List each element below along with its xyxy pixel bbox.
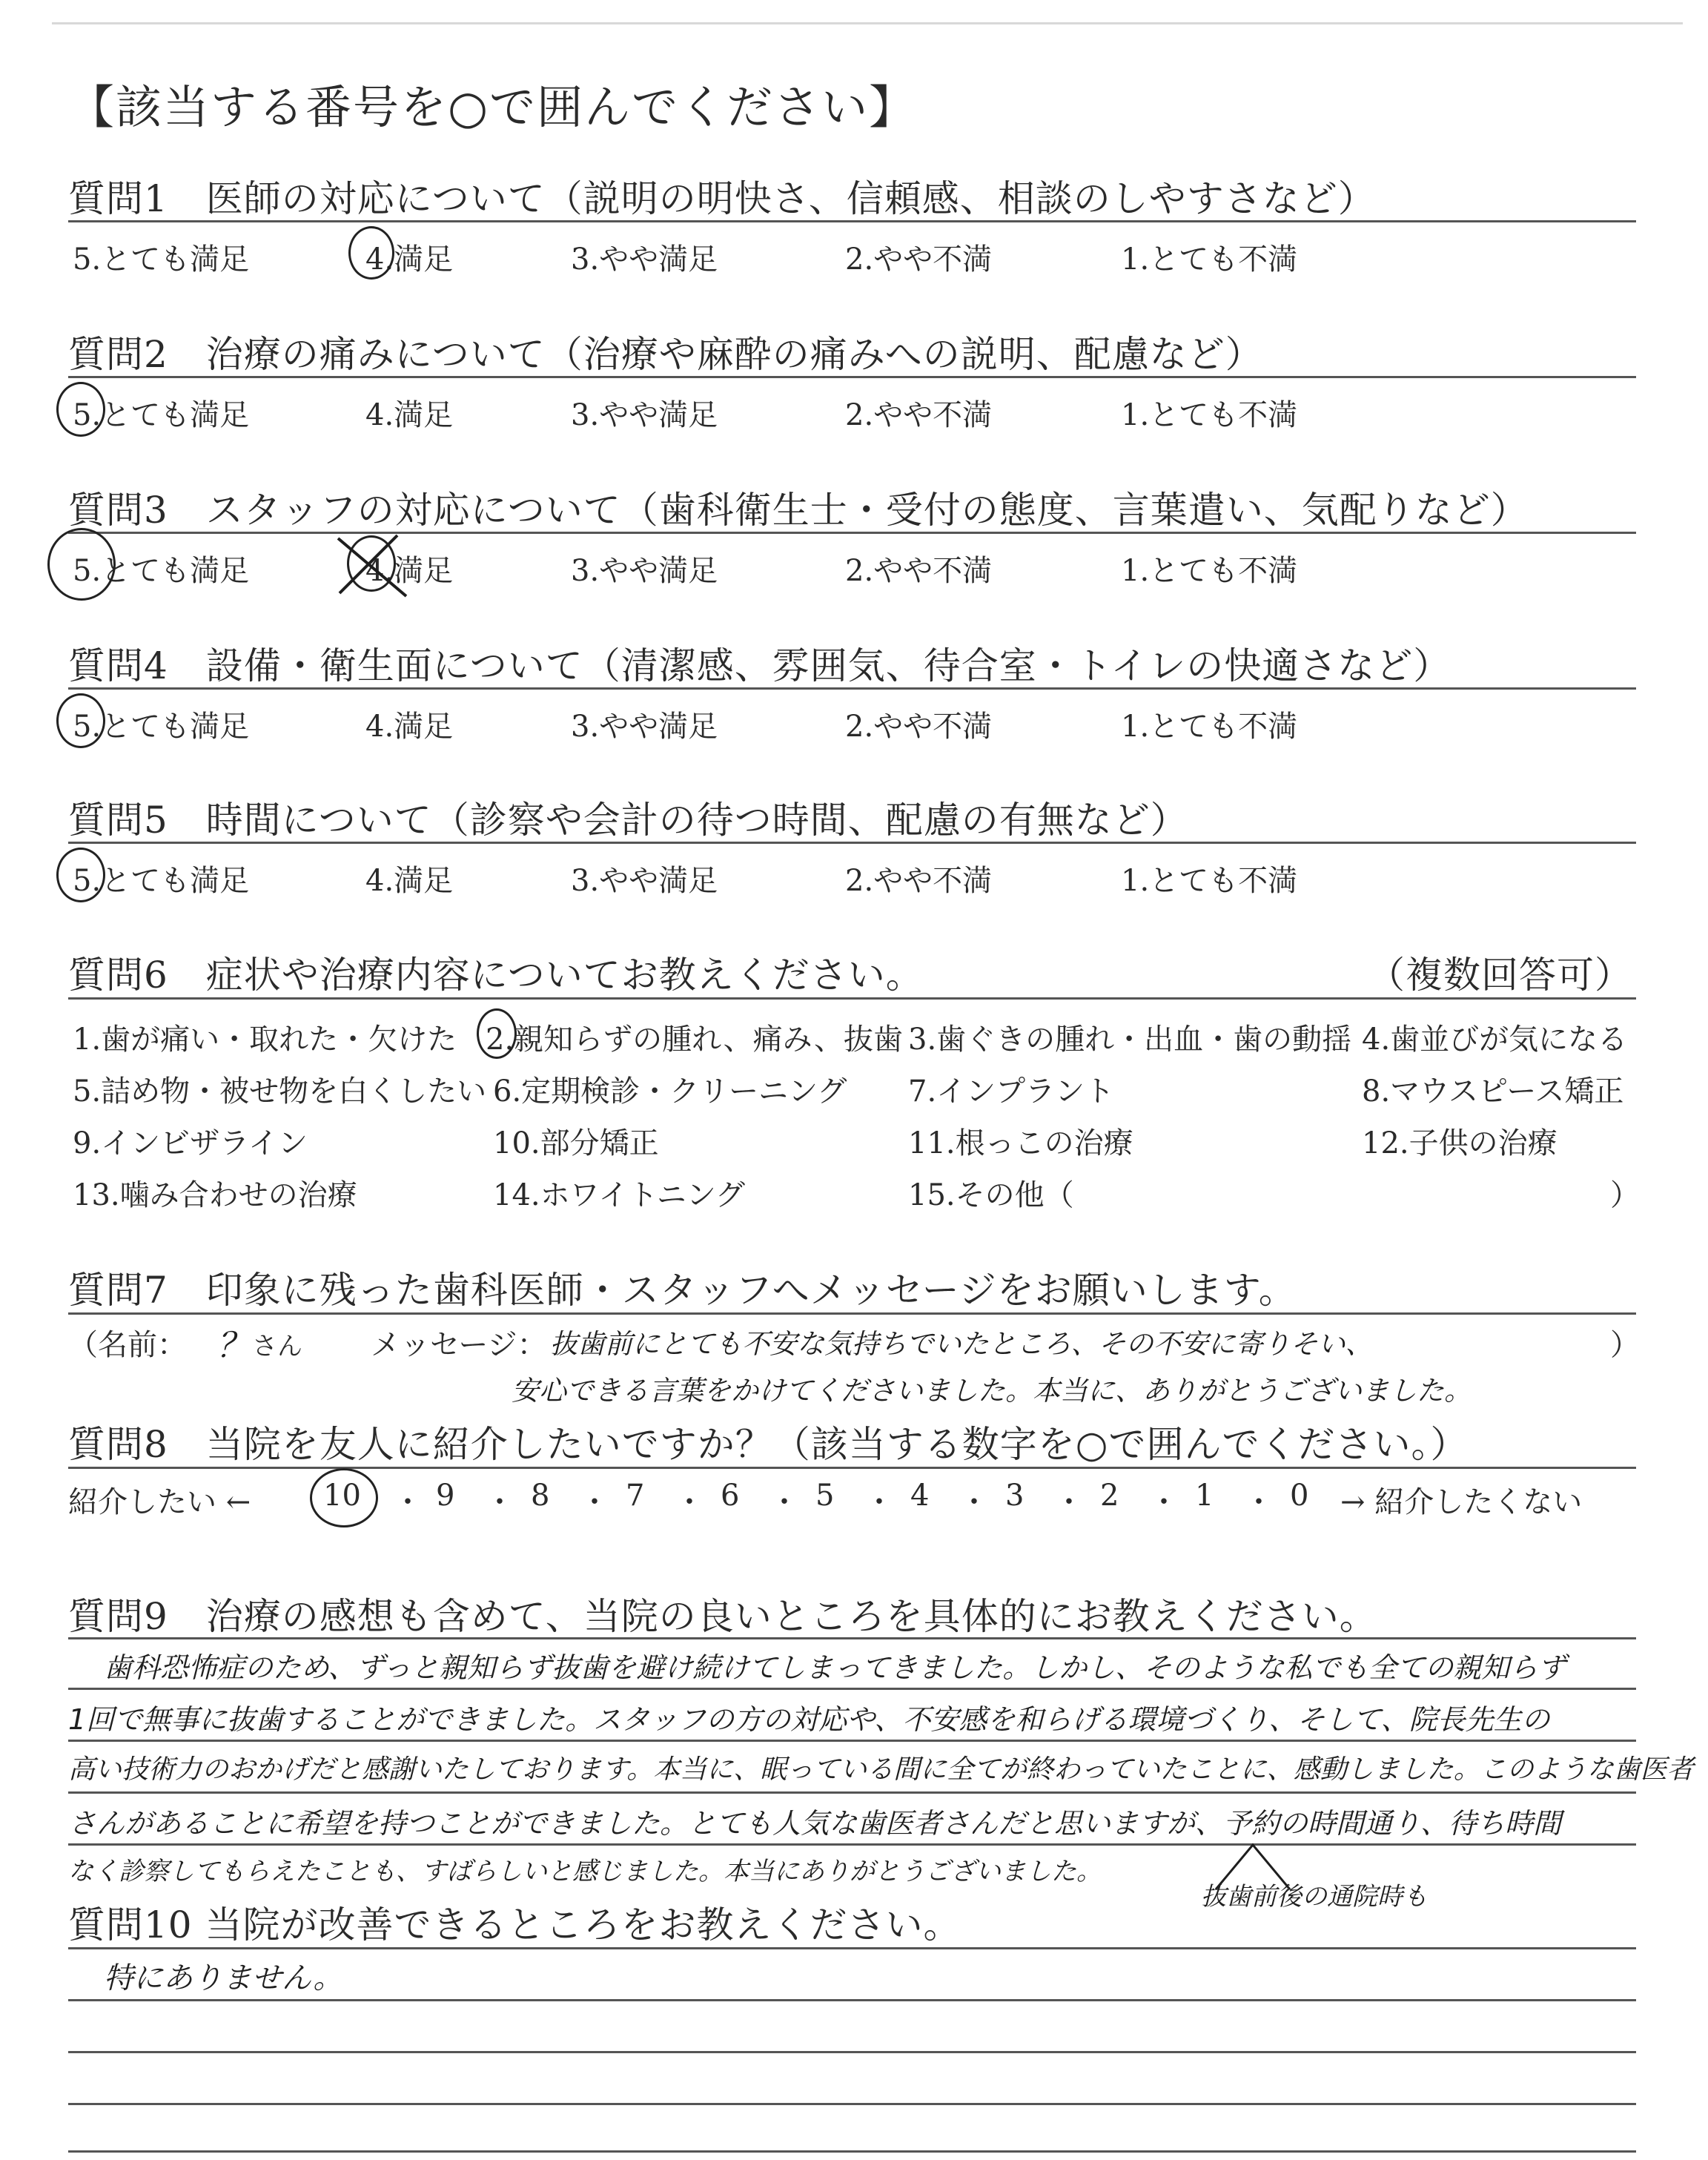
q9-answer-line-5[interactable]: なく診察してもらえたことも、すばらしいと感じました。本当にありがとうございました。 <box>68 1857 1102 1886</box>
q7-name-label: （名前： <box>68 1328 187 1362</box>
q9-insertion-note[interactable]: 抜歯前後の通院時も <box>1201 1882 1428 1912</box>
q3-option-4[interactable]: 4.満足 <box>365 554 454 588</box>
q5-option-4[interactable]: 4.満足 <box>365 864 454 898</box>
insertion-caret <box>1216 1845 1290 1889</box>
q8-scale-6[interactable]: 6 <box>721 1479 740 1513</box>
q9-answer-line-3[interactable]: 高い技術力のおかげだと感謝いたしております。本当に、眠っている間に全てが終わっていたことに、感動しました。このような歯医者 <box>68 1754 1694 1785</box>
q8-scale-5[interactable]: 5 <box>815 1479 835 1513</box>
scale-dot: ・ <box>580 1485 609 1519</box>
q3-option-2[interactable]: 2.やや不満 <box>845 554 993 588</box>
scale-dot: ・ <box>1149 1485 1179 1519</box>
cross-out-stroke <box>338 538 406 596</box>
question-5-title: 質問5 時間について（診察や会計の待つ時間、配慮の有無など） <box>68 799 1188 842</box>
q5-option-2[interactable]: 2.やや不満 <box>845 864 993 898</box>
question-9-title: 質問9 治療の感想も含めて、当院の良いところを具体的にお教えください。 <box>68 1595 1377 1638</box>
q6-option-14[interactable]: 14.ホワイトニング <box>493 1178 746 1212</box>
q4-option-2[interactable]: 2.やや不満 <box>845 710 993 744</box>
q7-message-label: メッセージ： <box>371 1328 547 1362</box>
q1-option-3[interactable]: 3.やや満足 <box>571 242 718 277</box>
page-title: 【該当する番号を○で囲んでください】 <box>68 80 917 134</box>
q6-option-12[interactable]: 12.子供の治療 <box>1362 1126 1558 1160</box>
q6-option-5[interactable]: 5.詰め物・被せ物を白くしたい <box>73 1074 487 1109</box>
scale-dot: ・ <box>485 1485 514 1519</box>
q6-option-6[interactable]: 6.定期検診・クリーニング <box>493 1074 847 1109</box>
q8-scale-7[interactable]: 7 <box>626 1479 645 1513</box>
q6-option-4[interactable]: 4.歯並びが気になる <box>1362 1023 1628 1057</box>
q2-option-3[interactable]: 3.やや満足 <box>571 398 718 432</box>
q2-option-1[interactable]: 1.とても不満 <box>1121 398 1298 432</box>
q4-option-4[interactable]: 4.満足 <box>365 710 454 744</box>
q6-option-1[interactable]: 1.歯が痛い・取れた・欠けた <box>73 1023 457 1057</box>
scale-dot: ・ <box>864 1485 894 1519</box>
q4-option-1[interactable]: 1.とても不満 <box>1121 710 1298 744</box>
scale-dot: ・ <box>675 1485 704 1519</box>
q5-option-5[interactable]: 5.とても満足 <box>73 864 250 898</box>
q8-scale-1[interactable]: 1 <box>1195 1479 1214 1513</box>
q6-multiple-note: （複数回答可） <box>1368 954 1632 997</box>
cross-out-stroke <box>340 535 397 593</box>
q7-name-value[interactable]: ？ <box>216 1325 251 1365</box>
q9-answer-line-1[interactable]: 歯科恐怖症のため、ずっと親知らず抜歯を避け続けてしまってきました。しかし、そのような私でも全ての親知らず <box>104 1651 1566 1684</box>
q10-answer[interactable]: 特にありません。 <box>104 1961 343 1995</box>
q6-option-3[interactable]: 3.歯ぐきの腫れ・出血・歯の動揺 <box>908 1023 1352 1057</box>
question-6-title: 質問6 症状や治療内容についてお教えください。 <box>68 954 924 997</box>
scale-dot: ・ <box>1054 1485 1084 1519</box>
q8-scale-10[interactable]: 10 <box>323 1479 361 1513</box>
q7-message-line-1[interactable]: 抜歯前にとても不安な気持ちでいたところ、その不安に寄りそい、 <box>550 1328 1373 1360</box>
q1-option-4[interactable]: 4.満足 <box>365 242 454 277</box>
question-1-title: 質問1 医師の対応について（説明の明快さ、信頼感、相談のしやすさなど） <box>68 177 1376 220</box>
q7-close-paren: ） <box>1610 1328 1640 1362</box>
q7-message-line-2[interactable]: 安心できる言葉をかけてくださいました。本当に、ありがとうございました。 <box>512 1375 1472 1407</box>
q3-option-3[interactable]: 3.やや満足 <box>571 554 718 588</box>
q2-option-4[interactable]: 4.満足 <box>365 398 454 432</box>
q8-scale-9[interactable]: 9 <box>436 1479 455 1513</box>
scale-dot: ・ <box>1244 1485 1274 1519</box>
q6-option-15[interactable]: 15.その他（ <box>908 1178 1074 1212</box>
q6-option-7[interactable]: 7.インプラント <box>908 1074 1115 1109</box>
q8-scale-0[interactable]: 0 <box>1290 1479 1309 1513</box>
q1-option-1[interactable]: 1.とても不満 <box>1121 242 1298 277</box>
q8-scale-2[interactable]: 2 <box>1100 1479 1119 1513</box>
q8-scale-8[interactable]: 8 <box>531 1479 550 1513</box>
question-3-title: 質問3 スタッフの対応について（歯科衛生士・受付の態度、言葉遣い、気配りなど） <box>68 489 1529 532</box>
q6-option-13[interactable]: 13.噛み合わせの治療 <box>73 1178 357 1212</box>
question-8-title: 質問8 当院を友人に紹介したいですか？（該当する数字を○で囲んでください。） <box>68 1423 1469 1466</box>
q8-left-label: 紹介したい ← <box>68 1485 251 1519</box>
q6-option-2[interactable]: 2.親知らずの腫れ、痛み、抜歯 <box>486 1023 903 1057</box>
q2-option-5[interactable]: 5.とても満足 <box>73 398 250 432</box>
q3-option-1[interactable]: 1.とても不満 <box>1121 554 1298 588</box>
question-10-title: 質問10 当院が改善できるところをお教えください。 <box>68 1903 961 1946</box>
scale-dot: ・ <box>959 1485 989 1519</box>
q4-option-5[interactable]: 5.とても満足 <box>73 710 250 744</box>
q4-option-3[interactable]: 3.やや満足 <box>571 710 718 744</box>
q5-option-1[interactable]: 1.とても不満 <box>1121 864 1298 898</box>
q2-option-2[interactable]: 2.やや不満 <box>845 398 993 432</box>
scale-dot: ・ <box>393 1485 423 1519</box>
q9-answer-line-4[interactable]: さんがあることに希望を持つことができました。とても人気な歯医者さんだと思いますが、予約の時間通り、待ち時間 <box>68 1807 1562 1840</box>
q5-option-3[interactable]: 3.やや満足 <box>571 864 718 898</box>
scale-dot: ・ <box>769 1485 799 1519</box>
q8-scale-3[interactable]: 3 <box>1005 1479 1025 1513</box>
q6-option-10[interactable]: 10.部分矯正 <box>493 1126 659 1160</box>
q1-option-2[interactable]: 2.やや不満 <box>845 242 993 277</box>
q8-right-label: → 紹介したくない <box>1340 1485 1583 1519</box>
q9-answer-line-2[interactable]: 1回で無事に抜歯することができました。スタッフの方の対応や、不安感を和らげる環境づくり、そして、院長先生の <box>68 1703 1550 1736</box>
q3-option-5[interactable]: 5.とても満足 <box>73 554 250 588</box>
q6-option-11[interactable]: 11.根っこの治療 <box>908 1126 1133 1160</box>
question-7-title: 質問7 印象に残った歯科医師・スタッフへメッセージをお願いします。 <box>68 1269 1297 1312</box>
q6-option-9[interactable]: 9.インビザライン <box>73 1126 308 1160</box>
q6-close-paren: ） <box>1610 1178 1640 1212</box>
question-4-title: 質問4 設備・衛生面について（清潔感、雰囲気、待合室・トイレの快適さなど） <box>68 644 1452 687</box>
q1-option-5[interactable]: 5.とても満足 <box>73 242 250 277</box>
q6-option-8[interactable]: 8.マウスピース矯正 <box>1362 1074 1624 1109</box>
q8-scale-4[interactable]: 4 <box>910 1479 930 1513</box>
question-2-title: 質問2 治療の痛みについて（治療や麻酔の痛みへの説明、配慮など） <box>68 333 1263 376</box>
q7-san: さん <box>252 1332 302 1361</box>
